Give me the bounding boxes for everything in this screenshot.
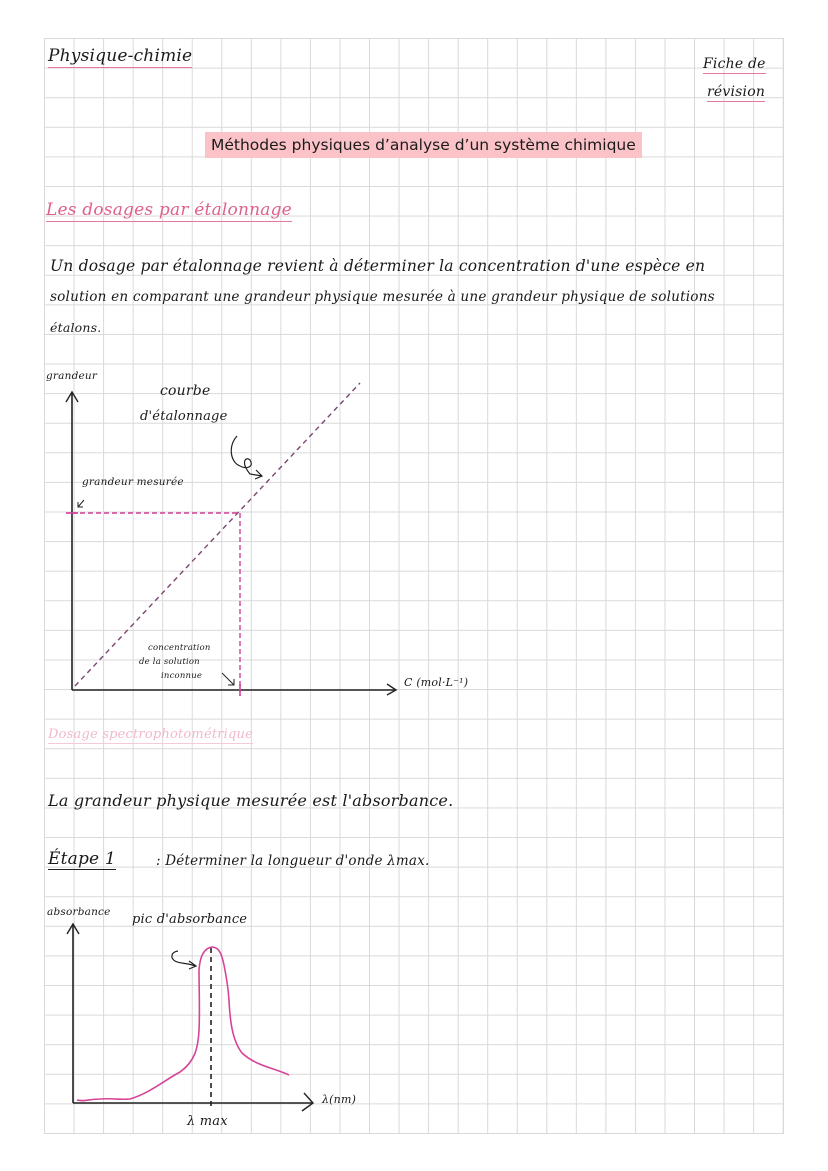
graph2-lambda-max-label: λ max	[187, 1114, 228, 1129]
graph1-unknown-label-line3: inconnue	[161, 671, 203, 681]
graph1-y-axis-label: grandeur	[46, 370, 98, 382]
step1-text: : Déterminer la longueur d'onde λmax.	[156, 853, 430, 869]
doc-type-line2: révision	[707, 84, 766, 100]
graph1-x-axis-label: C (mol·L⁻¹)	[404, 676, 469, 689]
graph2-peak-label: pic d'absorbance	[132, 912, 248, 927]
section2-heading: Dosage spectrophotométrique	[48, 727, 254, 742]
section2-sentence: La grandeur physique mesurée est l'absorbance.	[48, 791, 454, 810]
page-title: Méthodes physiques d’analyse d’un système chimique	[205, 132, 642, 158]
section1-paragraph-line3: étalons.	[50, 320, 102, 335]
graph1-unknown-label-line2: de la solution	[139, 657, 200, 667]
graph2-y-axis-label: absorbance	[47, 906, 111, 918]
subject-label: Physique-chimie	[48, 46, 193, 66]
graph2-x-axis-label: λ(nm)	[322, 1093, 357, 1106]
step1-label: Étape 1	[48, 849, 116, 869]
graph1-curve-label-line2: d'étalonnage	[140, 409, 228, 424]
section1-paragraph-line2: solution en comparant une grandeur physique mesurée à une grandeur physique de solutions	[50, 289, 715, 305]
graph1-unknown-label-line1: concentration	[148, 643, 211, 653]
section1-paragraph-line1: Un dosage par étalonnage revient à déterminer la concentration d'une espèce en	[50, 257, 706, 275]
section1-heading: Les dosages par étalonnage	[46, 200, 292, 220]
graph1-curve-label-line1: courbe	[160, 383, 211, 399]
graph1-measured-label: grandeur mesurée	[82, 476, 184, 488]
doc-type-line1: Fiche de	[703, 56, 766, 72]
